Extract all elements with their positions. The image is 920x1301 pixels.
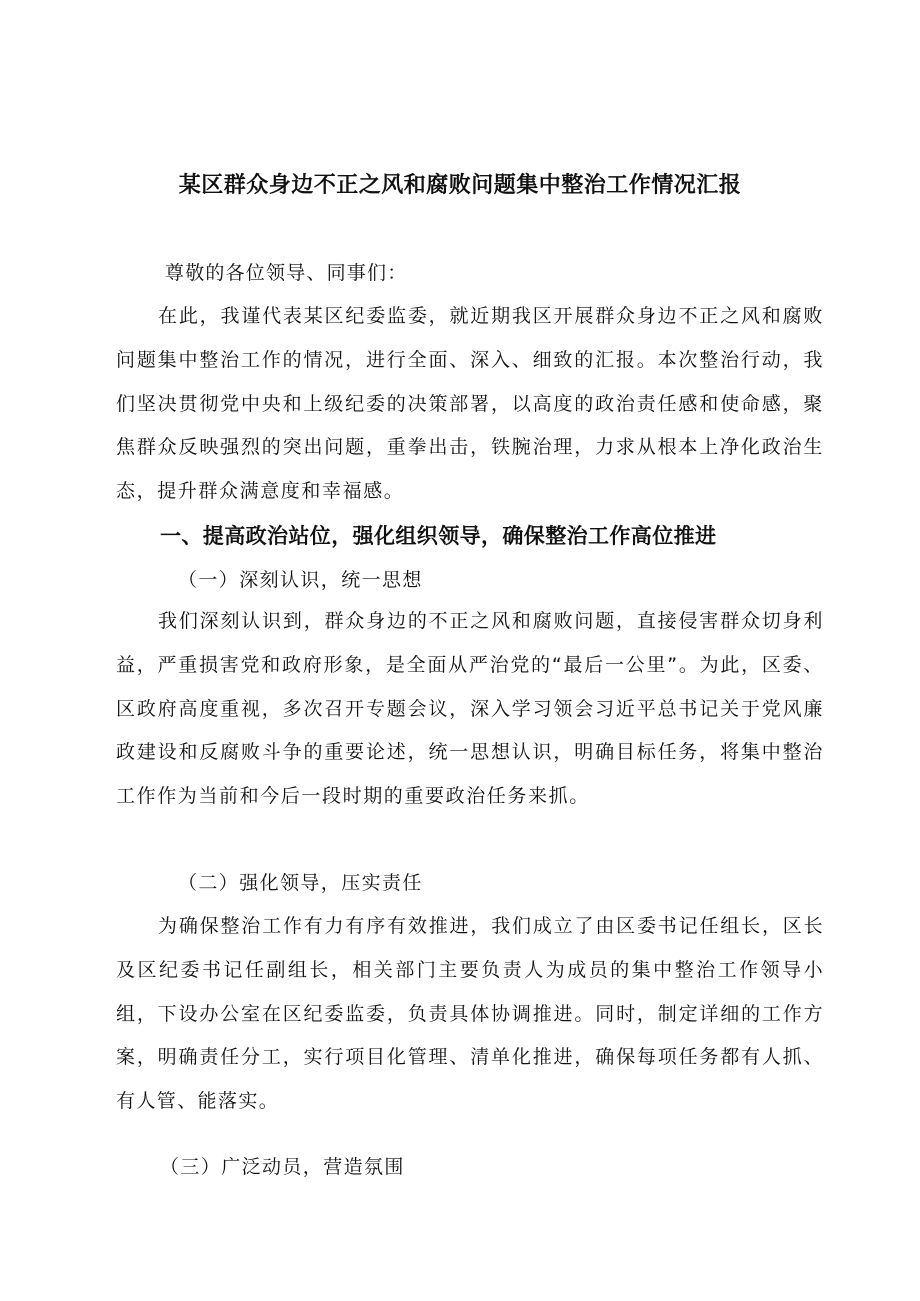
intro-paragraph: 在此，我谨代表某区纪委监委，就近期我区开展群众身边不正之风和腐败问题集中整治工作的情况，进行全面、深入、细致的汇报。本次整治行动，我们坚决贯彻党中央和上级纪委的决策部署，以高度的政治责任感和使命感，聚焦群众反映强烈的突出问题，重拳出击，铁腕治理，力求从根本上净化政治生态，提升群众满意度和幸福感。 [116,305,824,503]
subsection-1-paragraph: 我们深刻认识到，群众身边的不正之风和腐败问题，直接侵害群众切身利益，严重损害党和政府形象，是全面从严治党的“最后一公里”。为此，区委、区政府高度重视，多次召开专题会议，深入学习领会习近平总书记关于党风廉政建设和反腐败斗争的重要论述，统一思想认识，明确目标任务，将集中整治工作作为当前和今后一段时期的重要政治任务来抓。 [116,610,824,808]
subsection-2-heading: （二）强化领导，压实责任 [178,872,423,894]
section-1-heading: 一、提高政治站位，强化组织领导，确保整治工作高位推进 [160,524,717,548]
subsection-2-paragraph: 为确保整治工作有力有序有效推进，我们成立了由区委书记任组长，区长及区纪委书记任副组长，相关部门主要负责人为成员的集中整治工作领导小组，下设办公室在区纪委监委，负责具体协调推进。同时，制定详细的工作方案，明确责任分工，实行项目化管理、清单化推进，确保每项任务都有人抓、有人管、能落实。 [116,915,824,1113]
subsection-1-heading: （一）深刻认识，统一思想 [178,569,423,591]
document-title: 某区群众身边不正之风和腐败问题集中整治工作情况汇报 [178,173,742,198]
salutation: 尊敬的各位领导、同事们： [165,262,408,284]
subsection-3-heading: （三）广泛动员，营造氛围 [160,1156,405,1178]
